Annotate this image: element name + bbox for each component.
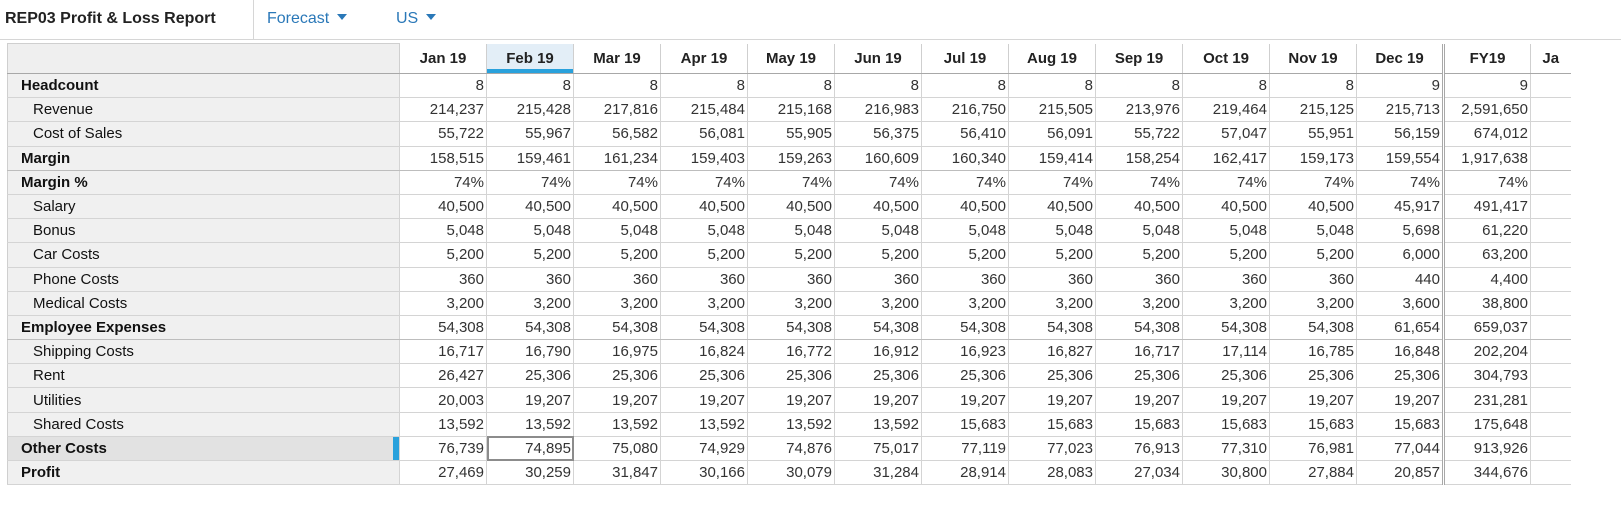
grid-cell[interactable]: 38,800 xyxy=(1444,291,1531,315)
column-header[interactable]: Ja xyxy=(1531,44,1571,74)
grid-cell[interactable]: 659,037 xyxy=(1444,315,1531,339)
grid-cell[interactable]: 160,609 xyxy=(835,146,922,170)
grid-cell[interactable]: 74% xyxy=(661,170,748,194)
grid-cell[interactable]: 19,207 xyxy=(487,388,574,412)
grid-cell[interactable]: 40,500 xyxy=(922,194,1009,218)
grid-cell[interactable]: 674,012 xyxy=(1444,122,1531,146)
grid-cell[interactable]: 162,417 xyxy=(1183,146,1270,170)
grid-cell[interactable]: 20,857 xyxy=(1357,461,1444,485)
grid-cell[interactable]: 54,308 xyxy=(835,315,922,339)
grid-cell[interactable]: 25,306 xyxy=(1270,364,1357,388)
grid-cell[interactable]: 54,308 xyxy=(400,315,487,339)
grid-cell[interactable]: 202,204 xyxy=(1444,340,1531,364)
grid-cell[interactable]: 74% xyxy=(574,170,661,194)
grid-cell[interactable]: 61,220 xyxy=(1444,219,1531,243)
column-header[interactable]: Aug 19 xyxy=(1009,44,1096,74)
grid-cell[interactable]: 5,698 xyxy=(1357,219,1444,243)
table-row xyxy=(8,412,1571,436)
grid-cell[interactable]: 8 xyxy=(661,74,748,98)
grid-cell[interactable] xyxy=(1531,98,1571,122)
grid-cell[interactable]: 56,081 xyxy=(661,122,748,146)
grid-cell[interactable]: 13,592 xyxy=(400,412,487,436)
grid-cell[interactable]: 74,895 xyxy=(487,436,574,460)
grid-cell[interactable]: 75,080 xyxy=(574,436,661,460)
table-row xyxy=(8,436,1571,460)
grid-cell[interactable]: 16,827 xyxy=(1009,340,1096,364)
grid-cell[interactable]: 8 xyxy=(922,74,1009,98)
row-label[interactable]: Rent xyxy=(8,364,400,388)
grid-cell[interactable]: 74% xyxy=(922,170,1009,194)
grid-cell[interactable]: 16,790 xyxy=(487,340,574,364)
grid-cell[interactable]: 15,683 xyxy=(1183,412,1270,436)
grid-cell[interactable] xyxy=(1531,219,1571,243)
grid-cell[interactable]: 304,793 xyxy=(1444,364,1531,388)
table-row xyxy=(8,98,1571,122)
grid-cell[interactable]: 5,048 xyxy=(1009,219,1096,243)
report-toolbar xyxy=(0,0,1621,40)
grid-cell[interactable]: 74% xyxy=(748,170,835,194)
pl-report-grid xyxy=(7,43,1571,485)
row-label[interactable]: Profit xyxy=(8,461,400,485)
grid-cell[interactable]: 159,414 xyxy=(1009,146,1096,170)
grid-cell[interactable] xyxy=(1531,315,1571,339)
grid-cell[interactable] xyxy=(1531,74,1571,98)
grid-cell[interactable]: 159,263 xyxy=(748,146,835,170)
grid-cell[interactable]: 19,207 xyxy=(835,388,922,412)
grid-cell[interactable]: 54,308 xyxy=(574,315,661,339)
table-row xyxy=(8,267,1571,291)
grid-cell[interactable]: 15,683 xyxy=(1096,412,1183,436)
grid-cell[interactable]: 8 xyxy=(1270,74,1357,98)
grid-cell[interactable]: 360 xyxy=(574,267,661,291)
grid-cell[interactable]: 16,848 xyxy=(1357,340,1444,364)
grid-cell[interactable] xyxy=(1531,122,1571,146)
grid-cell[interactable]: 216,750 xyxy=(922,98,1009,122)
grid-cell[interactable]: 63,200 xyxy=(1444,243,1531,267)
grid-cell[interactable]: 19,207 xyxy=(661,388,748,412)
grid-cell[interactable]: 61,654 xyxy=(1357,315,1444,339)
grid-cell[interactable]: 360 xyxy=(748,267,835,291)
grid-cell[interactable]: 56,582 xyxy=(574,122,661,146)
grid-cell[interactable]: 54,308 xyxy=(487,315,574,339)
grid-cell[interactable] xyxy=(1531,243,1571,267)
grid-cell[interactable]: 5,200 xyxy=(1183,243,1270,267)
grid-cell[interactable]: 215,713 xyxy=(1357,98,1444,122)
grid-cell[interactable] xyxy=(1531,412,1571,436)
grid-cell[interactable]: 360 xyxy=(1096,267,1183,291)
grid-cell[interactable]: 30,259 xyxy=(487,461,574,485)
grid-cell[interactable]: 5,200 xyxy=(1270,243,1357,267)
grid-cell[interactable]: 40,500 xyxy=(487,194,574,218)
grid-cell[interactable]: 159,173 xyxy=(1270,146,1357,170)
grid-cell[interactable]: 3,200 xyxy=(748,291,835,315)
grid-cell[interactable]: 3,200 xyxy=(1009,291,1096,315)
grid-cell[interactable]: 3,200 xyxy=(835,291,922,315)
grid-cell[interactable]: 56,091 xyxy=(1009,122,1096,146)
grid-cell[interactable]: 54,308 xyxy=(922,315,1009,339)
grid-cell[interactable]: 5,048 xyxy=(487,219,574,243)
grid-cell[interactable]: 25,306 xyxy=(835,364,922,388)
grid-cell[interactable]: 5,200 xyxy=(661,243,748,267)
table-row xyxy=(8,243,1571,267)
grid-cell[interactable]: 76,981 xyxy=(1270,436,1357,460)
row-label[interactable]: Car Costs xyxy=(8,243,400,267)
grid-cell[interactable]: 158,515 xyxy=(400,146,487,170)
grid-cell[interactable]: 25,306 xyxy=(574,364,661,388)
grid-cell[interactable]: 215,168 xyxy=(748,98,835,122)
grid-cell[interactable]: 13,592 xyxy=(835,412,922,436)
grid-cell[interactable]: 5,200 xyxy=(922,243,1009,267)
grid-cell[interactable]: 215,428 xyxy=(487,98,574,122)
grid-cell[interactable]: 215,505 xyxy=(1009,98,1096,122)
grid-cell[interactable]: 5,200 xyxy=(1009,243,1096,267)
column-header[interactable]: FY19 xyxy=(1444,44,1531,74)
grid-cell[interactable]: 8 xyxy=(835,74,922,98)
column-header[interactable]: Jul 19 xyxy=(922,44,1009,74)
grid-cell[interactable]: 8 xyxy=(574,74,661,98)
grid-cell[interactable]: 74% xyxy=(400,170,487,194)
grid-cell[interactable]: 5,048 xyxy=(574,219,661,243)
table-row xyxy=(8,74,1571,98)
grid-cell[interactable] xyxy=(1531,388,1571,412)
grid-cell[interactable]: 16,785 xyxy=(1270,340,1357,364)
grid-cell[interactable]: 214,237 xyxy=(400,98,487,122)
grid-cell[interactable]: 25,306 xyxy=(1357,364,1444,388)
grid-cell[interactable]: 74% xyxy=(1270,170,1357,194)
grid-cell[interactable]: 5,200 xyxy=(748,243,835,267)
grid-cell[interactable]: 25,306 xyxy=(1183,364,1270,388)
grid-cell[interactable]: 15,683 xyxy=(1009,412,1096,436)
grid-cell[interactable]: 16,975 xyxy=(574,340,661,364)
grid-cell[interactable]: 8 xyxy=(1009,74,1096,98)
column-header[interactable]: Oct 19 xyxy=(1183,44,1270,74)
grid-cell[interactable]: 5,200 xyxy=(400,243,487,267)
grid-cell[interactable]: 215,125 xyxy=(1270,98,1357,122)
grid-cell[interactable]: 77,119 xyxy=(922,436,1009,460)
grid-cell[interactable]: 16,717 xyxy=(400,340,487,364)
table-row xyxy=(8,461,1571,485)
grid-cell[interactable]: 25,306 xyxy=(922,364,1009,388)
grid-cell[interactable]: 40,500 xyxy=(1009,194,1096,218)
column-header[interactable]: Dec 19 xyxy=(1357,44,1444,74)
grid-cell[interactable]: 4,400 xyxy=(1444,267,1531,291)
grid-cell[interactable]: 77,023 xyxy=(1009,436,1096,460)
title-divider xyxy=(253,0,254,40)
grid-cell[interactable]: 360 xyxy=(487,267,574,291)
grid-cell[interactable]: 16,717 xyxy=(1096,340,1183,364)
grid-cell[interactable]: 74% xyxy=(1009,170,1096,194)
grid-cell[interactable]: 8 xyxy=(487,74,574,98)
grid-cell[interactable]: 20,003 xyxy=(400,388,487,412)
grid-cell[interactable]: 360 xyxy=(1009,267,1096,291)
grid-cell[interactable]: 360 xyxy=(1270,267,1357,291)
grid-cell[interactable]: 360 xyxy=(400,267,487,291)
grid-cell[interactable]: 3,200 xyxy=(400,291,487,315)
grid-cell[interactable] xyxy=(1531,146,1571,170)
grid-cell[interactable]: 45,917 xyxy=(1357,194,1444,218)
row-label[interactable]: Other Costs xyxy=(8,436,400,460)
grid-cell[interactable]: 13,592 xyxy=(748,412,835,436)
grid-cell[interactable]: 231,281 xyxy=(1444,388,1531,412)
grid-cell[interactable]: 8 xyxy=(1183,74,1270,98)
grid-cell[interactable] xyxy=(1531,267,1571,291)
grid-cell[interactable]: 74% xyxy=(1096,170,1183,194)
grid-cell[interactable]: 5,048 xyxy=(661,219,748,243)
grid-cell[interactable]: 55,967 xyxy=(487,122,574,146)
grid-cell[interactable]: 5,200 xyxy=(487,243,574,267)
grid-cell[interactable]: 27,469 xyxy=(400,461,487,485)
grid-cell[interactable] xyxy=(1531,170,1571,194)
grid-cell[interactable]: 159,461 xyxy=(487,146,574,170)
grid-cell[interactable]: 25,306 xyxy=(661,364,748,388)
grid-cell[interactable]: 217,816 xyxy=(574,98,661,122)
grid-cell[interactable]: 74% xyxy=(487,170,574,194)
grid-cell[interactable]: 25,306 xyxy=(1096,364,1183,388)
column-header[interactable]: Mar 19 xyxy=(574,44,661,74)
grid-cell[interactable] xyxy=(1531,436,1571,460)
grid-cell[interactable]: 175,648 xyxy=(1444,412,1531,436)
grid-cell[interactable]: 40,500 xyxy=(574,194,661,218)
grid-cell[interactable]: 40,500 xyxy=(1183,194,1270,218)
grid-cell[interactable]: 19,207 xyxy=(748,388,835,412)
grid-cell[interactable]: 55,722 xyxy=(400,122,487,146)
grid-cell[interactable]: 3,600 xyxy=(1357,291,1444,315)
grid-cell[interactable]: 160,340 xyxy=(922,146,1009,170)
grid-cell[interactable]: 158,254 xyxy=(1096,146,1183,170)
grid-cell[interactable]: 57,047 xyxy=(1183,122,1270,146)
grid-cell[interactable]: 40,500 xyxy=(748,194,835,218)
grid-cell[interactable] xyxy=(1531,461,1571,485)
row-label[interactable]: Revenue xyxy=(8,98,400,122)
row-label[interactable]: Shared Costs xyxy=(8,412,400,436)
grid-cell[interactable]: 16,772 xyxy=(748,340,835,364)
grid-cell[interactable] xyxy=(1531,364,1571,388)
grid-cell[interactable]: 56,159 xyxy=(1357,122,1444,146)
table-row xyxy=(8,388,1571,412)
grid-cell[interactable]: 74% xyxy=(1357,170,1444,194)
grid-cell[interactable]: 55,951 xyxy=(1270,122,1357,146)
grid-cell[interactable]: 8 xyxy=(1096,74,1183,98)
grid-cell[interactable]: 54,308 xyxy=(661,315,748,339)
row-label[interactable]: Salary xyxy=(8,194,400,218)
grid-cell[interactable]: 5,200 xyxy=(1096,243,1183,267)
grid-cell[interactable]: 213,976 xyxy=(1096,98,1183,122)
grid-cell[interactable]: 344,676 xyxy=(1444,461,1531,485)
grid-cell[interactable]: 6,000 xyxy=(1357,243,1444,267)
region-dropdown-label: US xyxy=(396,10,419,27)
grid-cell[interactable]: 9 xyxy=(1444,74,1531,98)
grid-cell[interactable]: 30,800 xyxy=(1183,461,1270,485)
grid-cell[interactable]: 25,306 xyxy=(1009,364,1096,388)
grid-cell[interactable]: 3,200 xyxy=(1096,291,1183,315)
grid-cell[interactable]: 19,207 xyxy=(1009,388,1096,412)
row-label[interactable]: Utilities xyxy=(8,388,400,412)
row-label[interactable]: Margin % xyxy=(8,170,400,194)
grid-cell[interactable]: 26,427 xyxy=(400,364,487,388)
grid-cell[interactable]: 30,166 xyxy=(661,461,748,485)
grid-cell[interactable]: 219,464 xyxy=(1183,98,1270,122)
grid-cell[interactable]: 360 xyxy=(835,267,922,291)
row-label[interactable]: Employee Expenses xyxy=(8,315,400,339)
grid-cell[interactable]: 76,913 xyxy=(1096,436,1183,460)
grid-cell[interactable]: 27,884 xyxy=(1270,461,1357,485)
grid-cell[interactable]: 74,929 xyxy=(661,436,748,460)
grid-cell[interactable]: 19,207 xyxy=(922,388,1009,412)
grid-cell[interactable]: 13,592 xyxy=(487,412,574,436)
grid-cell[interactable]: 2,591,650 xyxy=(1444,98,1531,122)
chevron-down-icon xyxy=(426,14,436,20)
grid-cell[interactable]: 5,048 xyxy=(748,219,835,243)
grid-cell[interactable]: 5,048 xyxy=(835,219,922,243)
grid-cell[interactable]: 54,308 xyxy=(1183,315,1270,339)
report-title: REP03 Profit & Loss Report xyxy=(5,10,216,27)
region-dropdown[interactable] xyxy=(396,0,436,40)
grid-cell[interactable]: 913,926 xyxy=(1444,436,1531,460)
table-row xyxy=(8,122,1571,146)
grid-cell[interactable]: 54,308 xyxy=(1009,315,1096,339)
chevron-down-icon xyxy=(337,14,347,20)
grid-cell[interactable]: 15,683 xyxy=(1357,412,1444,436)
grid-cell[interactable]: 19,207 xyxy=(574,388,661,412)
grid-cell[interactable]: 3,200 xyxy=(574,291,661,315)
row-label[interactable]: Headcount xyxy=(8,74,400,98)
grid-cell[interactable]: 19,207 xyxy=(1357,388,1444,412)
grid-cell[interactable]: 8 xyxy=(400,74,487,98)
grid-cell[interactable]: 76,739 xyxy=(400,436,487,460)
grid-cell[interactable]: 75,017 xyxy=(835,436,922,460)
grid-cell[interactable]: 3,200 xyxy=(1183,291,1270,315)
grid-cell[interactable] xyxy=(1531,194,1571,218)
grid-cell[interactable]: 19,207 xyxy=(1270,388,1357,412)
grid-cell[interactable]: 40,500 xyxy=(835,194,922,218)
row-label[interactable]: Cost of Sales xyxy=(8,122,400,146)
table-row xyxy=(8,340,1571,364)
grid-corner xyxy=(8,44,400,74)
grid-cell[interactable]: 19,207 xyxy=(1183,388,1270,412)
grid-cell[interactable]: 17,114 xyxy=(1183,340,1270,364)
grid-cell[interactable]: 5,048 xyxy=(400,219,487,243)
table-row xyxy=(8,219,1571,243)
grid-cell[interactable]: 28,083 xyxy=(1009,461,1096,485)
grid-cell[interactable]: 491,417 xyxy=(1444,194,1531,218)
grid-cell[interactable]: 5,200 xyxy=(574,243,661,267)
grid-cell[interactable]: 440 xyxy=(1357,267,1444,291)
row-label[interactable]: Bonus xyxy=(8,219,400,243)
grid-cell[interactable]: 27,034 xyxy=(1096,461,1183,485)
grid-cell[interactable]: 215,484 xyxy=(661,98,748,122)
column-header[interactable]: Jun 19 xyxy=(835,44,922,74)
grid-cell[interactable]: 74,876 xyxy=(748,436,835,460)
grid-cell[interactable]: 1,917,638 xyxy=(1444,146,1531,170)
table-row xyxy=(8,194,1571,218)
row-label[interactable]: Phone Costs xyxy=(8,267,400,291)
scenario-dropdown[interactable] xyxy=(267,0,347,40)
grid-cell[interactable]: 40,500 xyxy=(1096,194,1183,218)
grid-cell[interactable]: 16,824 xyxy=(661,340,748,364)
grid-cell[interactable]: 360 xyxy=(1183,267,1270,291)
grid-cell[interactable]: 9 xyxy=(1357,74,1444,98)
column-header[interactable]: Feb 19 xyxy=(487,44,574,74)
grid-cell[interactable]: 5,048 xyxy=(922,219,1009,243)
grid-cell[interactable]: 5,200 xyxy=(835,243,922,267)
grid-cell[interactable]: 16,912 xyxy=(835,340,922,364)
grid-cell[interactable]: 161,234 xyxy=(574,146,661,170)
grid-cell[interactable]: 3,200 xyxy=(661,291,748,315)
grid-cell[interactable]: 40,500 xyxy=(1270,194,1357,218)
grid-cell[interactable]: 56,375 xyxy=(835,122,922,146)
column-header[interactable]: Nov 19 xyxy=(1270,44,1357,74)
grid-cell[interactable]: 55,722 xyxy=(1096,122,1183,146)
grid-cell[interactable]: 3,200 xyxy=(922,291,1009,315)
grid-cell[interactable]: 74% xyxy=(1444,170,1531,194)
grid-cell[interactable]: 31,847 xyxy=(574,461,661,485)
grid-cell[interactable]: 159,554 xyxy=(1357,146,1444,170)
grid-cell[interactable]: 5,048 xyxy=(1270,219,1357,243)
grid-cell[interactable]: 5,048 xyxy=(1183,219,1270,243)
grid-cell[interactable]: 40,500 xyxy=(400,194,487,218)
grid-cell[interactable]: 13,592 xyxy=(661,412,748,436)
column-header[interactable]: Apr 19 xyxy=(661,44,748,74)
column-header[interactable]: Sep 19 xyxy=(1096,44,1183,74)
grid-cell[interactable]: 56,410 xyxy=(922,122,1009,146)
table-row xyxy=(8,291,1571,315)
grid-cell[interactable]: 25,306 xyxy=(487,364,574,388)
grid-cell[interactable]: 54,308 xyxy=(1270,315,1357,339)
grid-cell[interactable]: 54,308 xyxy=(1096,315,1183,339)
grid-cell[interactable]: 31,284 xyxy=(835,461,922,485)
grid-cell[interactable]: 25,306 xyxy=(748,364,835,388)
grid-cell[interactable]: 159,403 xyxy=(661,146,748,170)
grid-cell[interactable]: 74% xyxy=(1183,170,1270,194)
scenario-dropdown-label: Forecast xyxy=(267,10,330,27)
grid-cell[interactable]: 15,683 xyxy=(1270,412,1357,436)
table-row xyxy=(8,170,1571,194)
grid-cell[interactable]: 77,044 xyxy=(1357,436,1444,460)
table-row xyxy=(8,146,1571,170)
table-row xyxy=(8,315,1571,339)
grid-cell[interactable] xyxy=(1531,340,1571,364)
grid-cell[interactable] xyxy=(1531,291,1571,315)
grid-cell[interactable]: 40,500 xyxy=(661,194,748,218)
grid-cell[interactable]: 13,592 xyxy=(574,412,661,436)
grid-cell[interactable]: 55,905 xyxy=(748,122,835,146)
grid-cell[interactable]: 30,079 xyxy=(748,461,835,485)
grid-cell[interactable]: 3,200 xyxy=(487,291,574,315)
row-label[interactable]: Medical Costs xyxy=(8,291,400,315)
grid-cell[interactable]: 19,207 xyxy=(1096,388,1183,412)
grid-cell[interactable]: 28,914 xyxy=(922,461,1009,485)
grid-cell[interactable]: 216,983 xyxy=(835,98,922,122)
row-label[interactable]: Margin xyxy=(8,146,400,170)
grid-cell[interactable]: 360 xyxy=(922,267,1009,291)
grid-cell[interactable]: 5,048 xyxy=(1096,219,1183,243)
grid-cell[interactable]: 77,310 xyxy=(1183,436,1270,460)
grid-cell[interactable]: 74% xyxy=(835,170,922,194)
column-header[interactable]: May 19 xyxy=(748,44,835,74)
grid-cell[interactable]: 54,308 xyxy=(748,315,835,339)
grid-cell[interactable]: 3,200 xyxy=(1270,291,1357,315)
grid-cell[interactable]: 15,683 xyxy=(922,412,1009,436)
column-header[interactable]: Jan 19 xyxy=(400,44,487,74)
table-row xyxy=(8,364,1571,388)
row-label[interactable]: Shipping Costs xyxy=(8,340,400,364)
grid-cell[interactable]: 8 xyxy=(748,74,835,98)
grid-cell[interactable]: 360 xyxy=(661,267,748,291)
grid-cell[interactable]: 16,923 xyxy=(922,340,1009,364)
